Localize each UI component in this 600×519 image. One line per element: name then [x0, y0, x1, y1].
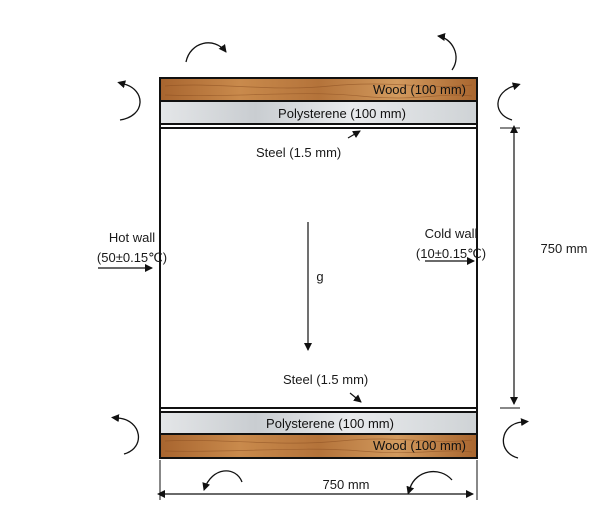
rotation-arrow-right-upper	[498, 86, 514, 120]
rotation-arrow-top-left	[186, 43, 226, 62]
rotation-arrow-left-lower	[118, 418, 138, 454]
rotation-arrow-bottom-right	[410, 472, 452, 488]
width-dimension-label: 750 mm	[322, 477, 370, 492]
rotation-arrow-right-lower	[503, 422, 522, 458]
top-steel-label: Steel (1.5 mm)	[256, 145, 342, 160]
top-polystyrene-label: Polysterene (100 mm)	[278, 106, 406, 121]
gravity-label: g	[316, 269, 324, 284]
rotation-arrow-left-upper	[120, 84, 140, 120]
rotation-arrow-top-right	[438, 36, 456, 70]
hot-wall-title: Hot wall	[108, 230, 156, 245]
bottom-steel-label: Steel (1.5 mm)	[283, 372, 369, 387]
cold-wall-title: Cold wall	[424, 226, 478, 241]
height-dimension-label: 750 mm	[540, 241, 588, 256]
top-steel-pointer	[348, 131, 360, 138]
bottom-polystyrene-label: Polysterene (100 mm)	[266, 416, 394, 431]
cold-wall-temp: (10±0.15℃)	[415, 246, 487, 261]
hot-wall-temp: (50±0.15℃)	[96, 250, 168, 265]
rotation-arrow-bottom-left	[204, 471, 242, 490]
cavity-frame	[160, 78, 477, 458]
bottom-wood-label: Wood (100 mm)	[373, 438, 466, 453]
bottom-steel-pointer	[350, 393, 361, 402]
top-wood-label: Wood (100 mm)	[373, 82, 466, 97]
